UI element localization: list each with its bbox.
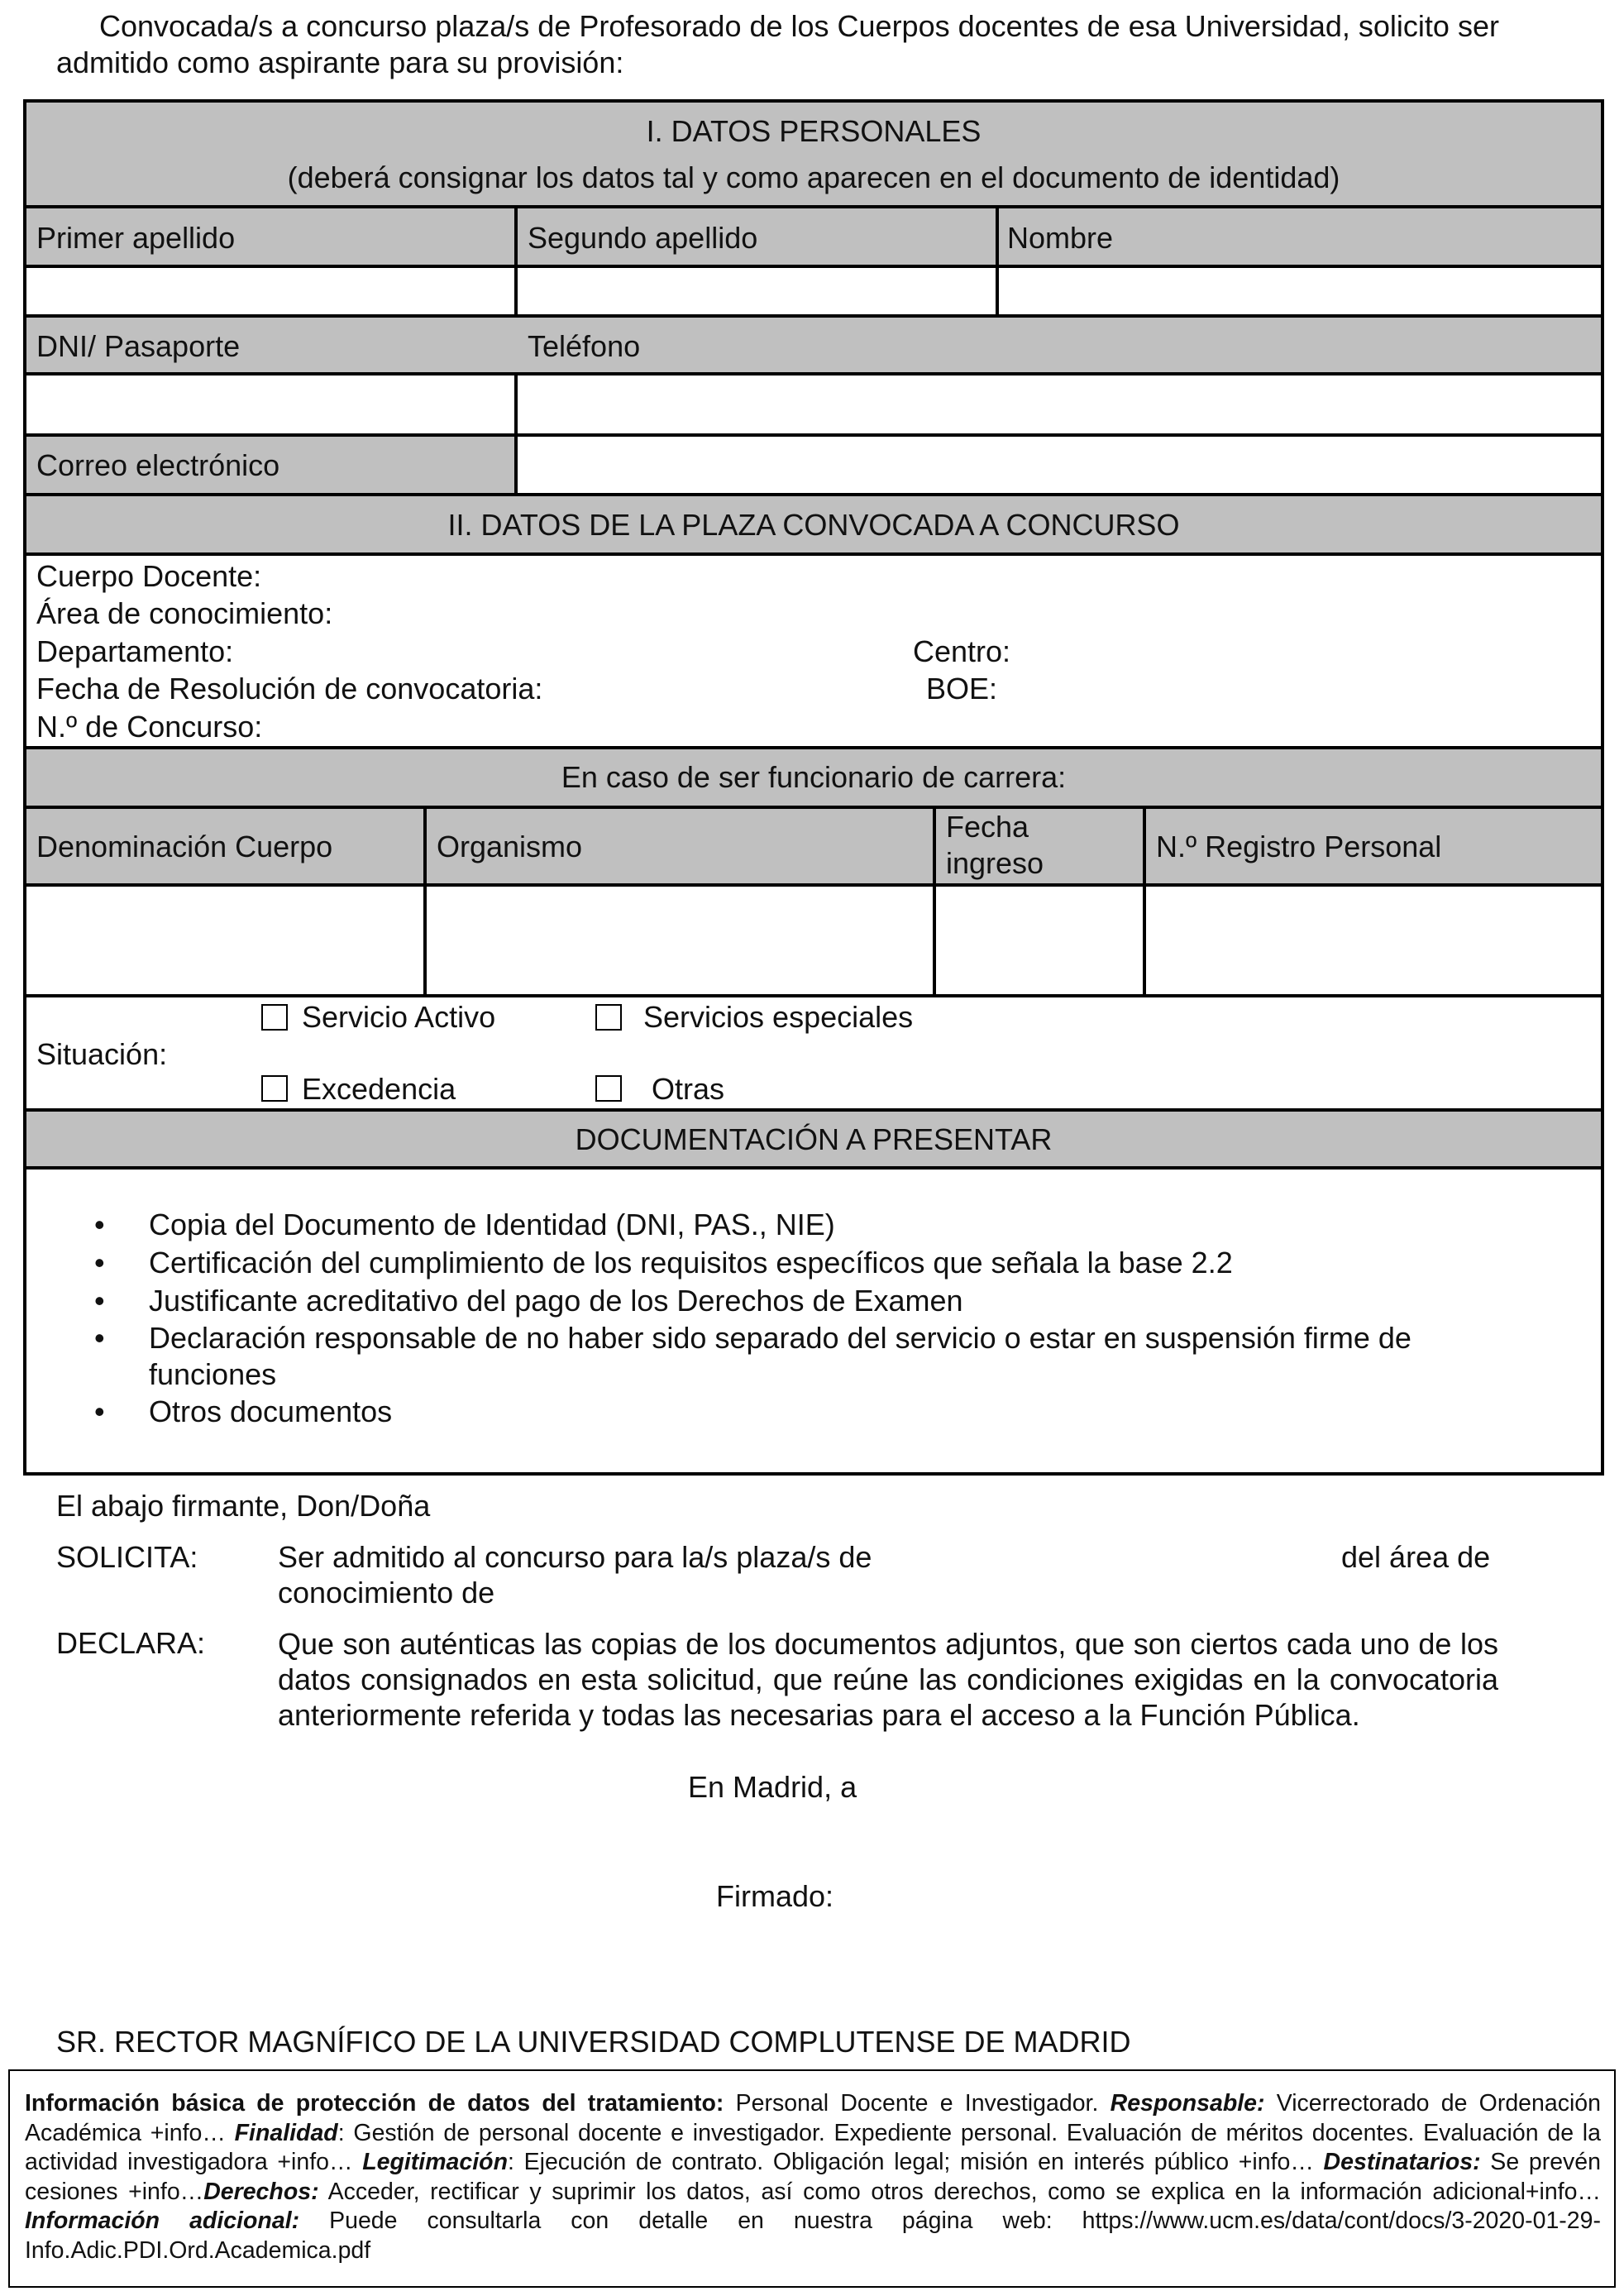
otras-checkbox[interactable] xyxy=(595,1075,622,1102)
rule xyxy=(23,806,1604,809)
data-protection-box xyxy=(8,2069,1616,2288)
legitimacion-label: Legitimación xyxy=(362,2149,508,2175)
documentacion-title: DOCUMENTACIÓN A PRESENTAR xyxy=(575,1122,1053,1156)
rule xyxy=(23,883,1604,887)
telefono-field[interactable] xyxy=(518,375,1601,433)
rule xyxy=(23,552,1604,556)
telefono-label: Teléfono xyxy=(528,329,641,363)
documentacion-list xyxy=(149,1206,1488,1431)
fecha-resolucion-label: Fecha de Resolución de convocatoria: xyxy=(36,672,543,706)
denominacion-cuerpo-field[interactable] xyxy=(26,887,423,994)
list-item: • Declaración responsable de no haber sido separado del servicio o estar en suspensión firme de funciones xyxy=(149,1320,1488,1393)
nombre-field[interactable] xyxy=(1001,268,1601,314)
list-item: • Copia del Documento de Identidad (DNI, PAS., NIE) xyxy=(149,1206,1488,1244)
data-protection-text xyxy=(25,2089,1601,2265)
fecha-ingreso-label-2: ingreso xyxy=(946,846,1044,880)
frame-bottom xyxy=(23,1472,1604,1476)
rule xyxy=(23,265,1604,268)
rule xyxy=(23,994,1604,997)
solicita-area: del área de xyxy=(1341,1540,1491,1574)
rule xyxy=(23,1108,1604,1112)
solicita-text: Ser admitido al concurso para la/s plaza/s de xyxy=(278,1540,872,1574)
legal-text: : Ejecución de contrato. Obligación legal; misión en interés público +info… xyxy=(507,2149,1324,2175)
registro-personal-label: N.º Registro Personal xyxy=(1156,830,1442,863)
primer-apellido-field[interactable] xyxy=(26,268,513,314)
legal-heading: Información básica de protección de datos del tratamiento: xyxy=(25,2090,724,2117)
list-item: • Certificación del cumplimiento de los requisitos específicos que señala la base 2.2 xyxy=(149,1244,1488,1282)
rule xyxy=(23,493,1604,496)
denominacion-cuerpo-label: Denominación Cuerpo xyxy=(36,830,333,863)
rule-v xyxy=(514,205,518,318)
centro-label: Centro: xyxy=(913,634,1011,668)
segundo-apellido-label: Segundo apellido xyxy=(528,221,758,255)
rule-v xyxy=(1143,806,1146,996)
fecha-ingreso-field[interactable] xyxy=(938,887,1143,994)
dni-labels-row xyxy=(25,318,1603,372)
departamento-label: Departamento: xyxy=(36,634,234,668)
servicio-activo-checkbox[interactable] xyxy=(261,1004,288,1031)
rule xyxy=(23,314,1604,318)
list-item: • Justificante acreditativo del pago de los Derechos de Examen xyxy=(149,1282,1488,1320)
section2-title: II. DATOS DE LA PLAZA CONVOCADA A CONCURSO xyxy=(447,508,1180,542)
dni-label: DNI/ Pasaporte xyxy=(36,329,241,363)
destinatarios-label: Destinatarios: xyxy=(1323,2149,1481,2175)
organismo-label: Organismo xyxy=(437,830,583,863)
rule xyxy=(23,205,1604,208)
lugar-fecha: En Madrid, a xyxy=(688,1770,857,1804)
servicios-especiales-checkbox[interactable] xyxy=(595,1004,622,1031)
section1-subtitle: (deberá consignar los datos tal y como aparecen en el documento de identidad) xyxy=(287,160,1340,194)
name-labels-row xyxy=(25,208,1603,265)
solicita-label: SOLICITA: xyxy=(56,1540,198,1574)
responsable-label: Responsable: xyxy=(1110,2090,1265,2117)
rule-v xyxy=(996,205,999,318)
legal-text: Personal Docente e Investigador. xyxy=(724,2090,1111,2117)
abajo-firmante-label: El abajo firmante, Don/Doña xyxy=(56,1489,431,1523)
area-label: Área de conocimiento: xyxy=(36,596,333,630)
rule-v xyxy=(514,372,518,495)
finalidad-label: Finalidad xyxy=(234,2119,338,2146)
declara-label: DECLARA: xyxy=(56,1626,206,1660)
frame-top xyxy=(23,99,1604,103)
rule xyxy=(23,1166,1604,1170)
informacion-adicional-label: Información adicional: xyxy=(25,2208,300,2234)
derechos-label: Derechos: xyxy=(203,2178,319,2205)
correo-label: Correo electrónico xyxy=(36,448,280,482)
servicios-especiales-label: Servicios especiales xyxy=(643,1000,914,1034)
excedencia-checkbox[interactable] xyxy=(261,1075,288,1102)
rule-v xyxy=(423,806,427,996)
declara-text: Que son auténticas las copias de los documentos adjuntos, que son ciertos cada uno de los datos consignados en esta solicitud, que reúne las condiciones exigidas en la convocatoria anteriormente referida y todas las necesarias para el acceso a la Función Pública. xyxy=(278,1627,1498,1732)
rule xyxy=(23,433,1604,437)
section1-title: I. DATOS PERSONALES xyxy=(646,114,982,148)
servicio-activo-label: Servicio Activo xyxy=(302,1000,496,1034)
rule xyxy=(23,372,1604,375)
frame-left xyxy=(23,99,26,1476)
numero-concurso-label: N.º de Concurso: xyxy=(36,710,263,744)
boe-label: BOE: xyxy=(926,672,998,706)
firmado-label: Firmado: xyxy=(716,1879,834,1913)
otras-label: Otras xyxy=(652,1072,725,1106)
correo-field[interactable] xyxy=(518,437,1601,493)
list-item: • Otros documentos xyxy=(149,1393,1488,1431)
legal-text: Acceder, rectificar y suprimir los datos, así como otros derechos, como se explica en la información adicional+info… xyxy=(318,2178,1601,2205)
legal-text: Se prevén cesiones +info… xyxy=(25,2149,1602,2205)
nombre-label: Nombre xyxy=(1007,221,1114,255)
destinatario: SR. RECTOR MAGNÍFICO DE LA UNIVERSIDAD COMPLUTENSE DE MADRID xyxy=(56,2025,1131,2059)
frame-right xyxy=(1601,99,1604,1476)
legal-text: : Gestión de personal docente e investigador. Expediente personal. Evaluación de méritos docentes. Evaluación de la actividad investigadora +info… xyxy=(25,2119,1601,2175)
registro-personal-field[interactable] xyxy=(1148,887,1601,994)
excedencia-label: Excedencia xyxy=(302,1072,456,1106)
solicita-conocimiento: conocimiento de xyxy=(278,1576,495,1610)
intro-text: Convocada/s a concurso plaza/s de Profesorado de los Cuerpos docentes de esa Universidad, solicito ser admitido como aspirante para su provisión: xyxy=(56,9,1499,79)
fecha-ingreso-label-1: Fecha xyxy=(946,810,1029,844)
rule xyxy=(23,746,1604,749)
legal-text: Vicerrectorado de Ordenación Académica +info… xyxy=(25,2090,1602,2146)
dni-field[interactable] xyxy=(26,375,513,433)
organismo-field[interactable] xyxy=(428,887,933,994)
cuerpo-docente-label: Cuerpo Docente: xyxy=(36,559,262,593)
funcionario-title: En caso de ser funcionario de carrera: xyxy=(561,760,1067,794)
rule-v xyxy=(933,806,936,996)
situacion-label: Situación: xyxy=(36,1037,168,1071)
legal-text: Puede consultarla con detalle en nuestra página web: https://www.ucm.es/data/cont/docs/3-2020-01-29-Info.Adic.PDI.Ord.Academica.pdf xyxy=(25,2208,1601,2264)
primer-apellido-label: Primer apellido xyxy=(36,221,236,255)
segundo-apellido-field[interactable] xyxy=(518,268,996,314)
